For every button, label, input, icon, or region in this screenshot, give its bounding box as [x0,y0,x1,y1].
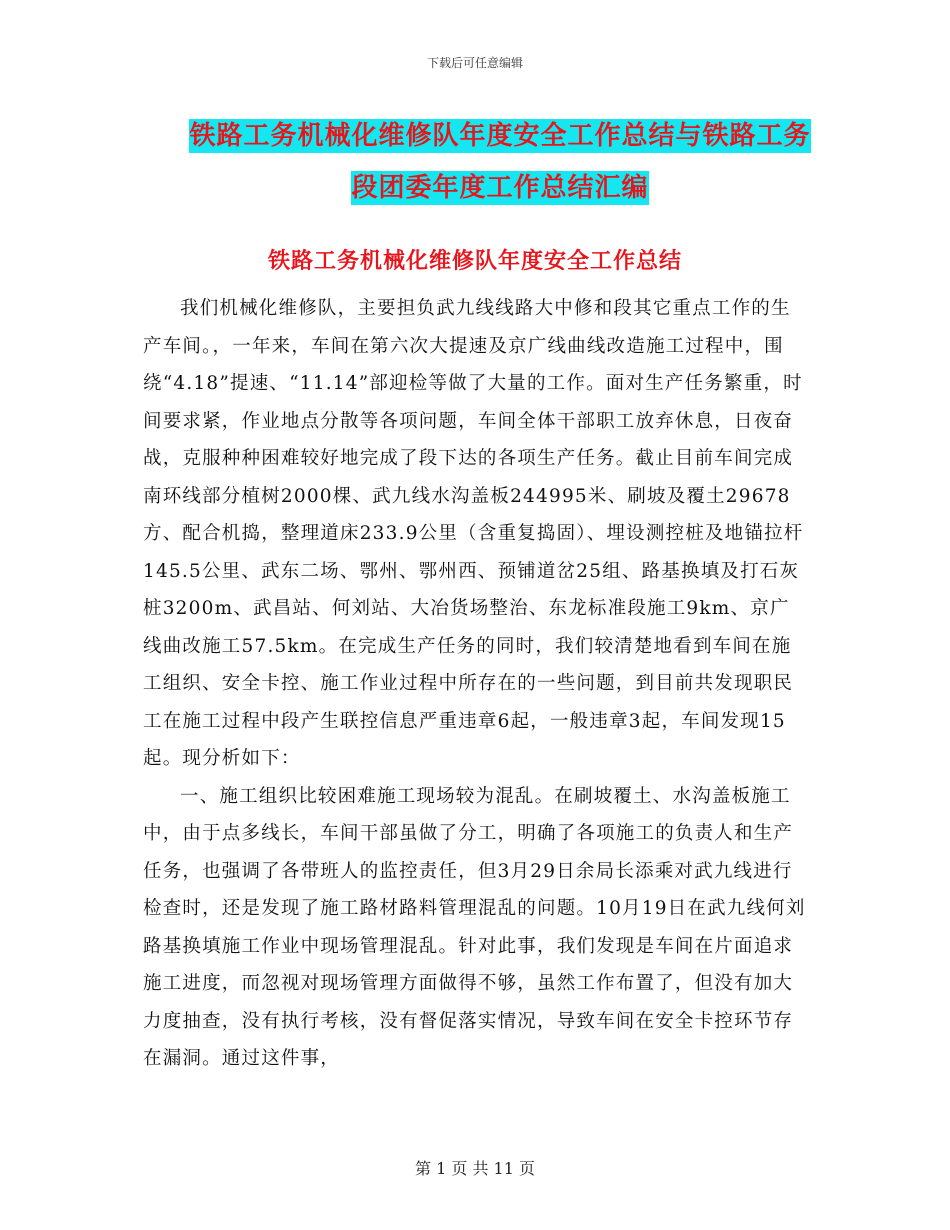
section-title: 铁路工务机械化维修队年度安全工作总结 [267,248,682,274]
document-title-line-2: 段团委年度工作总结汇编 [351,173,649,203]
body-text [143,290,808,1078]
document-title [180,110,820,214]
paragraph-intro: 我们机械化维修队，主要担负武九线线路大中修和段其它重点工作的生产车间。，一年来，车间在第六次大提速及京广线曲线改造施工过程中，围绕“4.18”提速、“11.14”部迎检等做了大量的工作。面对生产任务繁重，时间要求紧，作业地点分散等各项问题，车间全体干部职工放弃休息，日夜奋战，克服种种困难较好地完成了段下达的各项生产任务。截止目前车间完成南环线部分植树2000棵、武九线水沟盖板244995米、刷坡及覆土29678方、配合机捣，整理道床233.9公里（含重复捣固）、埋设测控桩及地锚拉杆145.5公里、武东二场、鄂州、鄂州西、预铺道岔25组、路基换填及打石灰桩3200m、武昌站、何刘站、大冶货场整治、东龙标准段施工9km、京广线曲改施工57.5km。在完成生产任务的同时，我们较清楚地看到车间在施工组织、安全卡控、施工作业过程中所存在的一些问题，到目前共发现职民工在施工过程中段产生联控信息严重违章6起，一般违章3起，车间发现15起。现分析如下： [143,298,804,769]
page-header: 下载后可任意编辑 [426,56,523,70]
document-title-line-1: 铁路工务机械化维修队年度安全工作总结与铁路工务 [189,121,811,151]
page-footer: 第 1 页 共 11 页 [415,1159,535,1178]
paragraph-item-1: 一、施工组织比较困难施工现场较为混乱。在刷坡覆土、水沟盖板施工中，由于点多线长，车间干部虽做了分工，明确了各项施工的负责人和生产任务，也强调了各带班人的监控责任，但3月29日余局长添乘对武九线进行检查时，还是发现了施工路材路料管理混乱的问题。10月19日在武九线何刘路基换填施工作业中现场管理混乱。针对此事，我们发现是车间在片面追求施工进度，而忽视对现场管理方面做得不够，虽然工作布置了，但没有加大力度抽查，没有执行考核，没有督促落实情况，导致车间在安全卡控环节存在漏洞。通过这件事， [143,785,806,1069]
